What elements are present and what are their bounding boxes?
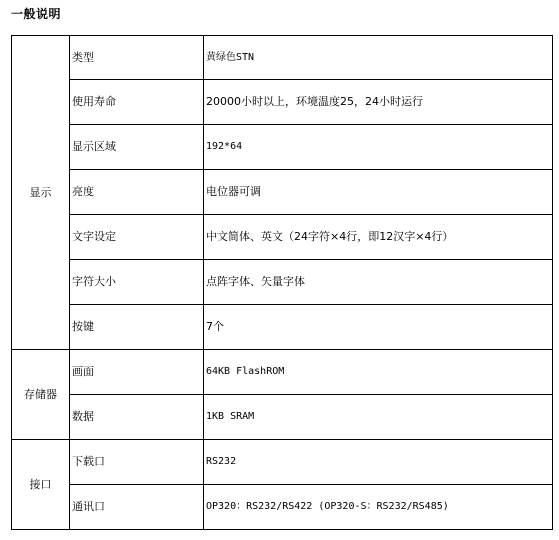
item-value: 1KB SRAM (204, 395, 553, 440)
item-value: 黄绿色STN (204, 36, 553, 80)
item-value: 7个 (204, 305, 553, 350)
item-label: 画面 (70, 350, 204, 395)
item-label: 通讯口 (70, 485, 204, 530)
table-row (12, 305, 553, 350)
section-heading: 一般说明 (11, 7, 62, 21)
table-row (12, 80, 553, 125)
group-memory-label: 存储器 (12, 350, 70, 440)
table-row (12, 260, 553, 305)
table-row (12, 36, 553, 80)
item-value: 中文简体、英文（24字符×4行，即12汉字×4行） (204, 215, 553, 260)
item-value: OP320：RS232/RS422 (OP320-S：RS232/RS485) (204, 485, 553, 530)
table-row (12, 395, 553, 440)
group-interface-label: 接口 (12, 440, 70, 530)
item-value: RS232 (204, 440, 553, 485)
item-label: 数据 (70, 395, 204, 440)
table-row (12, 170, 553, 215)
item-value: 电位器可调 (204, 170, 553, 215)
group-display-label: 显示 (12, 36, 70, 350)
table-row (12, 350, 553, 395)
item-label: 文字设定 (70, 215, 204, 260)
item-label: 按键 (70, 305, 204, 350)
item-value: 64KB FlashROM (204, 350, 553, 395)
item-value: 点阵字体、矢量字体 (204, 260, 553, 305)
item-label: 使用寿命 (70, 80, 204, 125)
item-label: 亮度 (70, 170, 204, 215)
item-label: 显示区域 (70, 125, 204, 170)
item-label: 字符大小 (70, 260, 204, 305)
table-row (12, 485, 553, 530)
item-label: 下载口 (70, 440, 204, 485)
item-value: 20000小时以上，环境温度25，24小时运行 (204, 80, 553, 125)
table-row (12, 440, 553, 485)
spec-table (11, 35, 553, 530)
item-label: 类型 (70, 36, 204, 80)
table-row (12, 215, 553, 260)
table-row (12, 125, 553, 170)
item-value: 192*64 (204, 125, 553, 170)
